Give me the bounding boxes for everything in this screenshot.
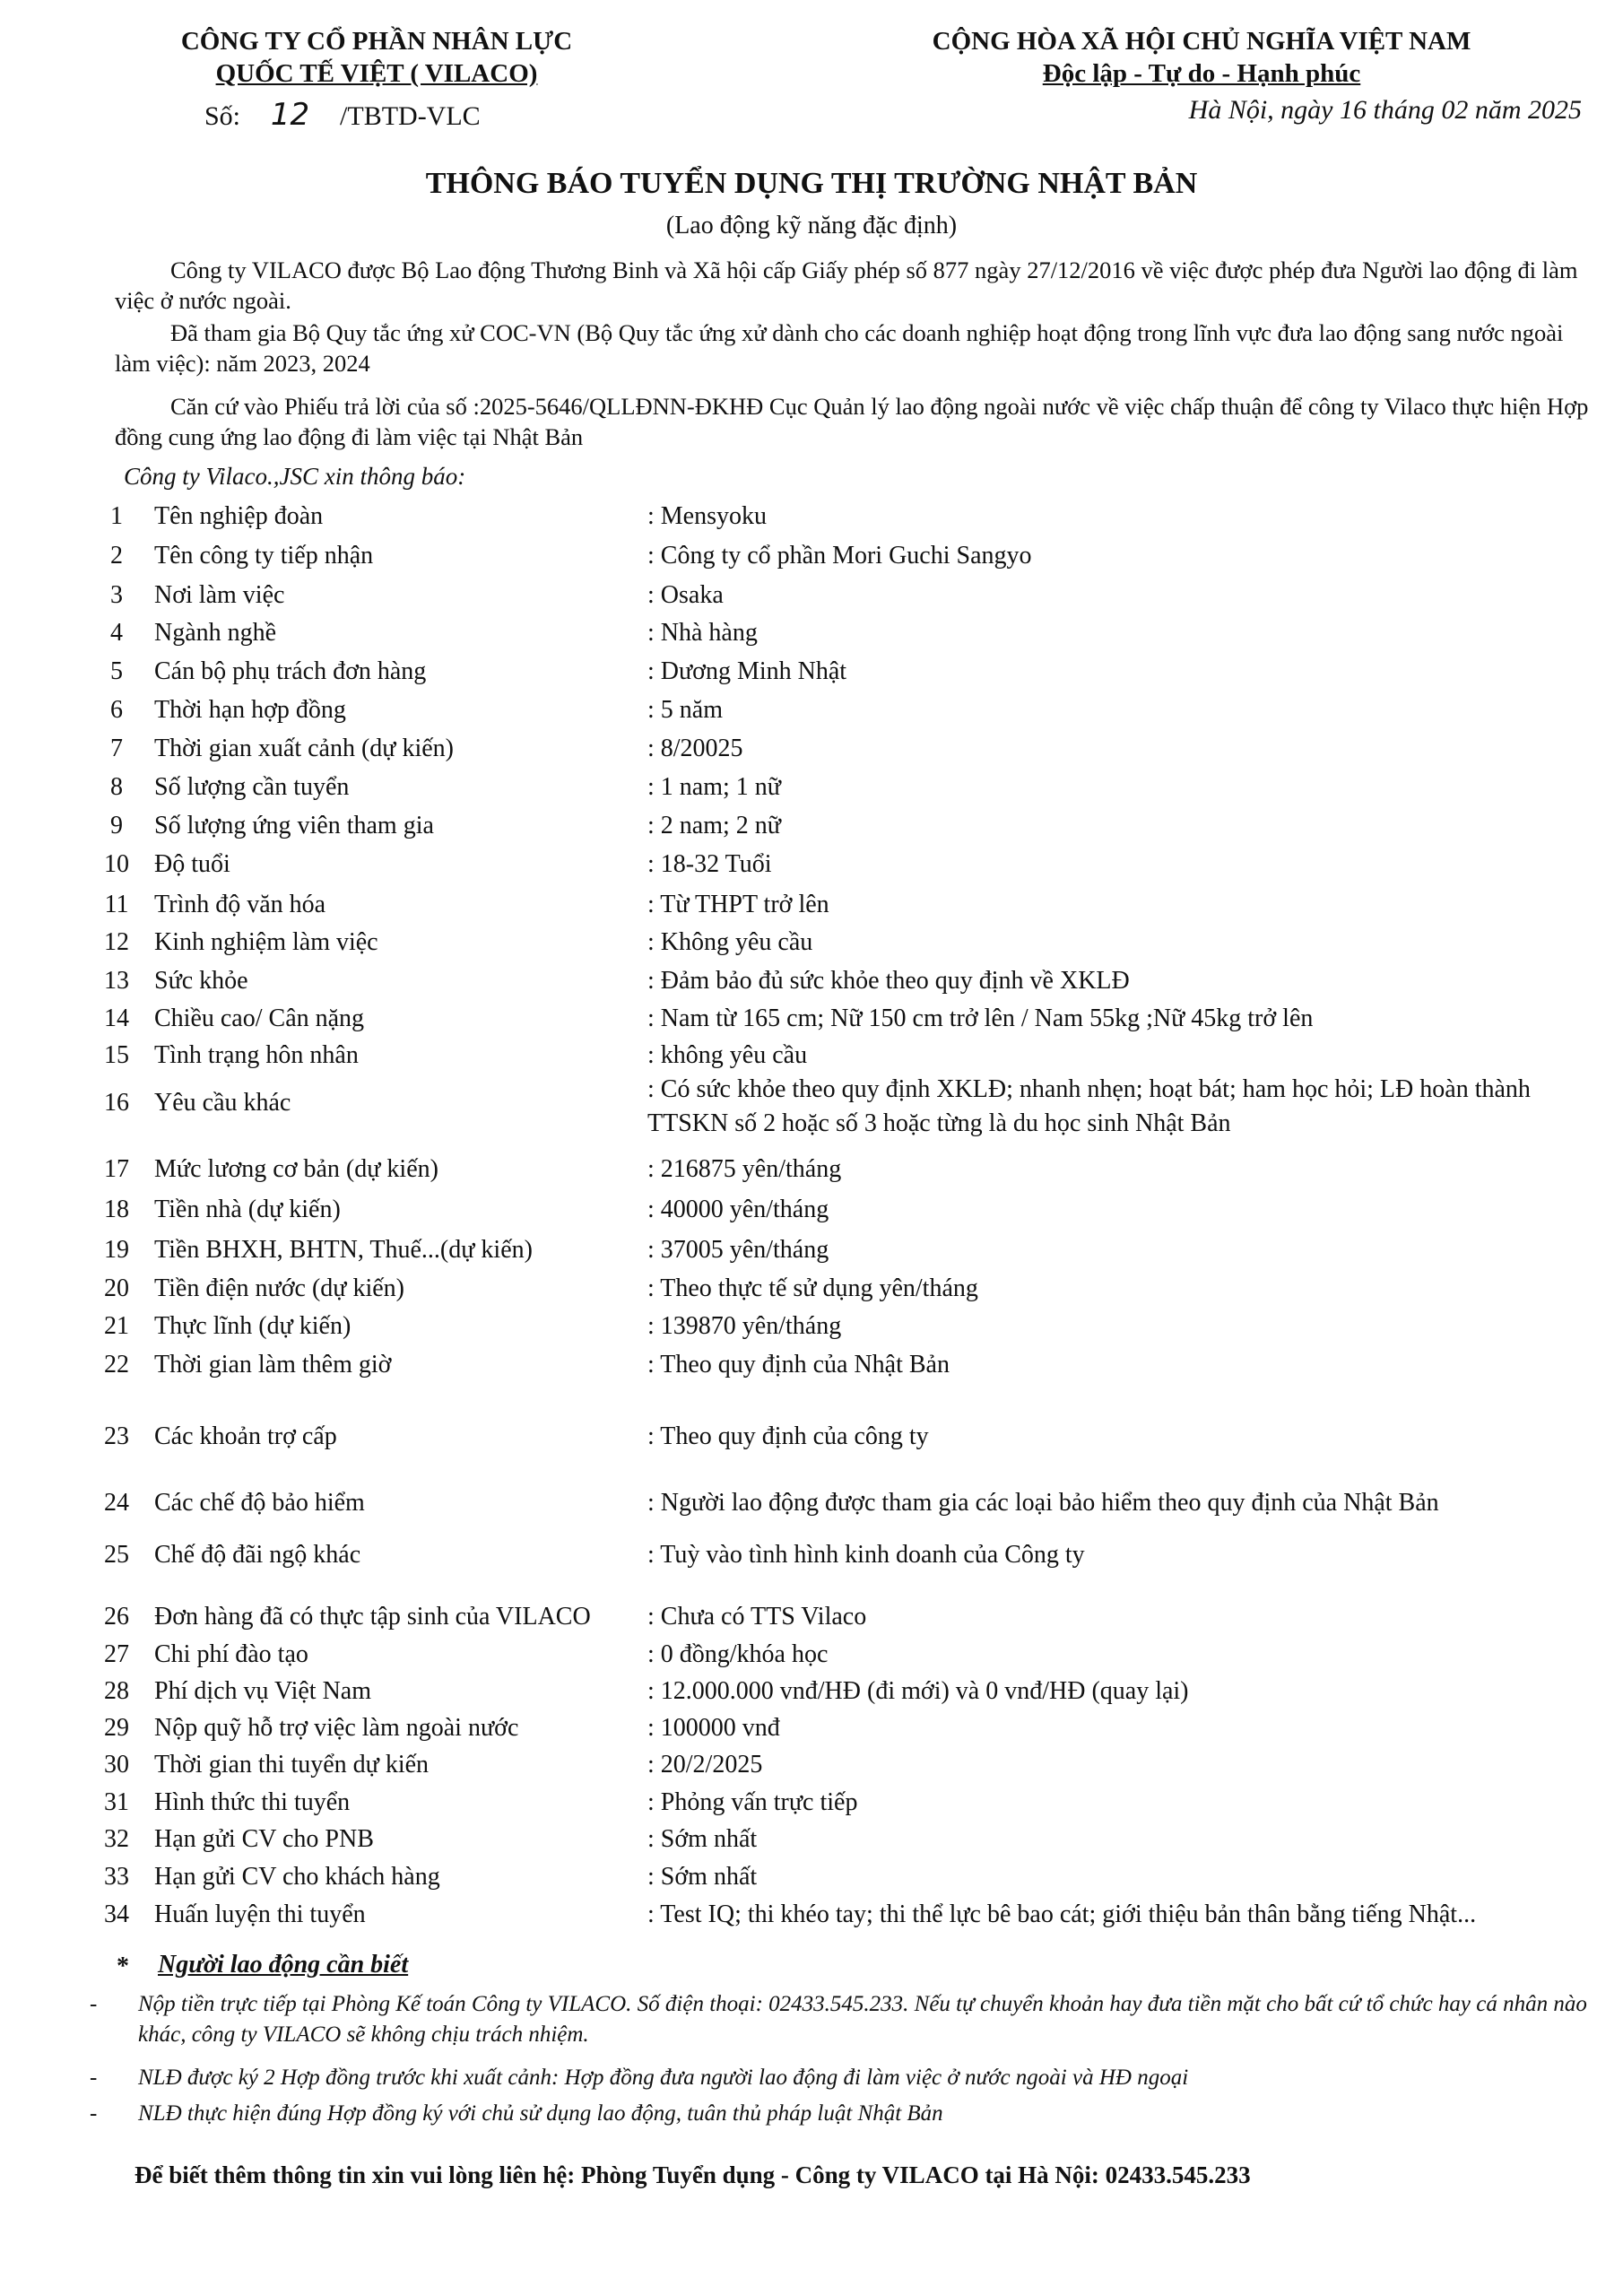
note-text: NLĐ được ký 2 Hợp đồng trước khi xuất cảnh: Hợp đồng đưa người lao động đi làm việc ở nước ngoài và HĐ ngoại	[138, 2066, 1189, 2090]
row-label: Thời gian thi tuyển dự kiến	[154, 1751, 430, 1779]
row-label: Trình độ văn hóa	[154, 891, 326, 918]
row-value: : Phỏng vấn trực tiếp	[647, 1788, 858, 1816]
row-value: : Dương Minh Nhật	[647, 657, 847, 685]
national-header	[807, 25, 1596, 90]
row-label: Yêu cầu khác	[154, 1089, 291, 1117]
row-number: 33	[104, 1863, 129, 1891]
row-number: 16	[104, 1089, 129, 1117]
row-label: Nộp quỹ hỗ trợ việc làm ngoài nước	[154, 1714, 519, 1742]
row-label: Đơn hàng đã có thực tập sinh của VILACO	[154, 1603, 591, 1631]
row-label: Số lượng ứng viên tham gia	[154, 812, 434, 839]
row-label: Tiền BHXH, BHTN, Thuế...(dự kiến)	[154, 1236, 533, 1264]
row-number: 32	[104, 1825, 129, 1853]
row-value: : Sớm nhất	[647, 1863, 758, 1891]
row-number: 34	[104, 1900, 129, 1928]
contact-line: Để biết thêm thông tin xin vui lòng liên hệ: Phòng Tuyển dụng - Công ty VILACO tại Hà Nội: 02433.545.233	[135, 2161, 1251, 2188]
row-value: : Theo quy định của Nhật Bản	[647, 1351, 950, 1378]
row-number: 31	[104, 1788, 129, 1816]
document-subtitle: (Lao động kỹ năng đặc định)	[665, 212, 958, 239]
row-value: : 37005 yên/tháng	[647, 1236, 829, 1264]
row-value: : Người lao động được tham gia các loại bảo hiểm theo quy định của Nhật Bản	[647, 1489, 1439, 1517]
row-value: : Osaka	[647, 581, 724, 609]
row-value: : Chưa có TTS Vilaco	[647, 1603, 867, 1631]
row-value: : Theo thực tế sử dụng yên/tháng	[647, 1274, 978, 1302]
row-number: 13	[104, 967, 129, 995]
row-value: : 18-32 Tuổi	[647, 850, 772, 878]
note-dash: -	[90, 2101, 98, 2126]
row-label: Số lượng cần tuyển	[154, 773, 350, 801]
company-name-line2: QUỐC TẾ VIỆT ( VILACO)	[215, 59, 538, 88]
row-label: Hạn gửi CV cho PNB	[154, 1825, 374, 1853]
note-item	[90, 2099, 1605, 2129]
row-value: : Theo quy định của công ty	[647, 1422, 929, 1450]
row-label: Phí dịch vụ Việt Nam	[154, 1677, 372, 1705]
row-value: : 216875 yên/tháng	[647, 1155, 842, 1183]
row-value: : 40000 yên/tháng	[647, 1196, 829, 1223]
document-title: THÔNG BÁO TUYỂN DỤNG THỊ TRƯỜNG NHẬT BẢN	[425, 167, 1198, 200]
row-label: Tên nghiệp đoàn	[154, 502, 324, 530]
row-number: 28	[104, 1677, 129, 1705]
row-number: 3	[110, 581, 123, 609]
row-label: Hình thức thi tuyển	[154, 1788, 351, 1816]
row-value: : Tuỳ vào tình hình kinh doanh của Công ty	[647, 1541, 1085, 1569]
row-label: Tên công ty tiếp nhận	[154, 542, 374, 570]
row-value: : 5 năm	[647, 696, 723, 724]
note-item	[90, 1989, 1605, 2050]
row-number: 6	[110, 696, 123, 724]
row-number: 15	[104, 1041, 129, 1069]
row-value: : Nhà hàng	[647, 619, 758, 647]
row-label: Hạn gửi CV cho khách hàng	[154, 1863, 440, 1891]
row-label: Nơi làm việc	[154, 581, 285, 609]
row-number: 17	[104, 1155, 129, 1183]
note-text: Nộp tiền trực tiếp tại Phòng Kế toán Công ty VILACO. Số điện thoại: 02433.545.233. Nếu tự chuyển khoản hay đưa tiền mặt cho bất cứ tổ chức hay cá nhân nào khác, công ty VILACO sẽ không chịu trách nhiệm.	[138, 1992, 1587, 2047]
paragraph-license: Công ty VILACO được Bộ Lao động Thương Binh và Xã hội cấp Giấy phép số 877 ngày 27/12/2016 về việc được phép đưa Người lao động đi làm việc ở nước ngoài.	[115, 257, 1578, 314]
row-label: Thực lĩnh (dự kiến)	[154, 1312, 352, 1340]
row-number: 12	[104, 928, 129, 956]
row-number: 25	[104, 1541, 129, 1569]
row-number: 24	[104, 1489, 129, 1517]
row-value: : Từ THPT trở lên	[647, 891, 829, 918]
row-label: Tiền nhà (dự kiến)	[154, 1196, 341, 1223]
row-number: 5	[110, 657, 123, 685]
paragraph-basis: Căn cứ vào Phiếu trả lời của số :2025-5646/QLLĐNN-ĐKHĐ Cục Quản lý lao động ngoài nước về việc chấp thuận để công ty Vilaco thực hiện Hợp đồng cung ứng lao động đi làm việc tại Nhật Bản	[115, 393, 1589, 450]
row-number: 30	[104, 1751, 129, 1779]
row-label: Huấn luyện thi tuyển	[154, 1900, 366, 1928]
row-value: : Sớm nhất	[647, 1825, 758, 1853]
row-label: Sức khỏe	[154, 967, 248, 995]
row-label: Các khoản trợ cấp	[154, 1422, 337, 1450]
row-label: Thời gian xuất cảnh (dự kiến)	[154, 735, 454, 762]
row-number: 27	[104, 1640, 129, 1668]
row-label: Chiều cao/ Cân nặng	[154, 1004, 365, 1032]
company-name-line1: CÔNG TY CỔ PHẦN NHÂN LỰC	[180, 27, 573, 56]
row-label: Thời hạn hợp đồng	[154, 696, 346, 724]
notes-bullet: *	[117, 1952, 129, 1980]
row-number: 22	[104, 1351, 129, 1378]
row-number: 4	[110, 619, 123, 647]
intro-line: Công ty Vilaco.,JSC xin thông báo:	[124, 463, 466, 490]
document-date: Hà Nội, ngày 16 tháng 02 năm 2025	[1188, 95, 1582, 125]
row-value: : 8/20025	[647, 735, 743, 762]
row-label: Tình trạng hôn nhân	[154, 1041, 359, 1069]
row-value: : Test IQ; thi khéo tay; thi thể lực bê bao cát; giới thiệu bản thân bằng tiếng Nhật...	[647, 1900, 1477, 1928]
note-item	[90, 2063, 1605, 2093]
row-number: 11	[104, 891, 129, 918]
row-number: 1	[110, 502, 123, 530]
row-number: 29	[104, 1714, 129, 1742]
country-name: CỘNG HÒA XÃ HỘI CHỦ NGHĨA VIỆT NAM	[932, 27, 1471, 56]
row-value: : Công ty cổ phần Mori Guchi Sangyo	[647, 542, 1032, 570]
row-number: 14	[104, 1004, 129, 1032]
document-number	[204, 97, 481, 133]
notes-heading: Người lao động cần biết	[158, 1951, 409, 1979]
row-value: : không yêu cầu	[647, 1041, 808, 1069]
handwritten-number: 12	[270, 97, 310, 133]
row-label: Thời gian làm thêm giờ	[154, 1351, 392, 1378]
row-number: 19	[104, 1236, 129, 1264]
row-label: Mức lương cơ bản (dự kiến)	[154, 1155, 438, 1183]
row-number: 23	[104, 1422, 129, 1450]
row-value: : 1 nam; 1 nữ	[647, 773, 781, 801]
note-dash: -	[90, 1992, 98, 2016]
row-number: 10	[104, 850, 129, 878]
company-header	[126, 25, 628, 90]
row-number: 18	[104, 1196, 129, 1223]
row-value: : 139870 yên/tháng	[647, 1312, 842, 1340]
row-number: 26	[104, 1603, 129, 1631]
row-label: Chế độ đãi ngộ khác	[154, 1541, 361, 1569]
note-text: NLĐ thực hiện đúng Hợp đồng ký với chủ sử dụng lao động, tuân thủ pháp luật Nhật Bản	[138, 2101, 943, 2126]
row-value: : Có sức khỏe theo quy định XKLĐ; nhanh nhẹn; hoạt bát; ham học hỏi; LĐ hoàn thành TTSKN số 2 hoặc số 3 hoặc từng là du học sinh Nhật Bản	[647, 1075, 1531, 1137]
row-label: Các chế độ bảo hiểm	[154, 1489, 365, 1517]
row-value: : Không yêu cầu	[647, 928, 813, 956]
row-value: : Nam từ 165 cm; Nữ 150 cm trở lên / Nam 55kg ;Nữ 45kg trở lên	[647, 1004, 1314, 1032]
row-label: Độ tuổi	[154, 850, 230, 878]
row-number: 7	[110, 735, 123, 762]
row-number: 2	[110, 542, 123, 570]
national-motto: Độc lập - Tự do - Hạnh phúc	[1042, 59, 1361, 88]
row-number: 21	[104, 1312, 129, 1340]
row-label: Chi phí đào tạo	[154, 1640, 308, 1668]
row-value: : 100000 vnđ	[647, 1714, 780, 1742]
document-number-suffix: /TBTD-VLC	[340, 101, 481, 131]
note-dash: -	[90, 2066, 98, 2090]
row-number: 8	[110, 773, 123, 801]
row-label: Tiền điện nước (dự kiến)	[154, 1274, 404, 1302]
paragraph-coc: Đã tham gia Bộ Quy tắc ứng xử COC-VN (Bộ Quy tắc ứng xử dành cho các doanh nghiệp hoạt động trong lĩnh vực đưa lao động sang nước ngoài làm việc): năm 2023, 2024	[115, 319, 1564, 377]
row-value: : 2 nam; 2 nữ	[647, 812, 781, 839]
row-label: Cán bộ phụ trách đơn hàng	[154, 657, 427, 685]
row-number: 20	[104, 1274, 129, 1302]
row-label: Ngành nghề	[154, 619, 277, 647]
document-number-prefix: Số:	[204, 101, 241, 131]
row-number: 9	[110, 812, 123, 839]
row-value: : Mensyoku	[647, 502, 767, 530]
row-label: Kinh nghiệm làm việc	[154, 928, 378, 956]
row-value: : 0 đồng/khóa học	[647, 1640, 829, 1668]
row-value: : Đảm bảo đủ sức khỏe theo quy định về XKLĐ	[647, 967, 1130, 995]
row-value: : 12.000.000 vnđ/HĐ (đi mới) và 0 vnđ/HĐ (quay lại)	[647, 1677, 1189, 1705]
row-value: : 20/2/2025	[647, 1751, 763, 1779]
